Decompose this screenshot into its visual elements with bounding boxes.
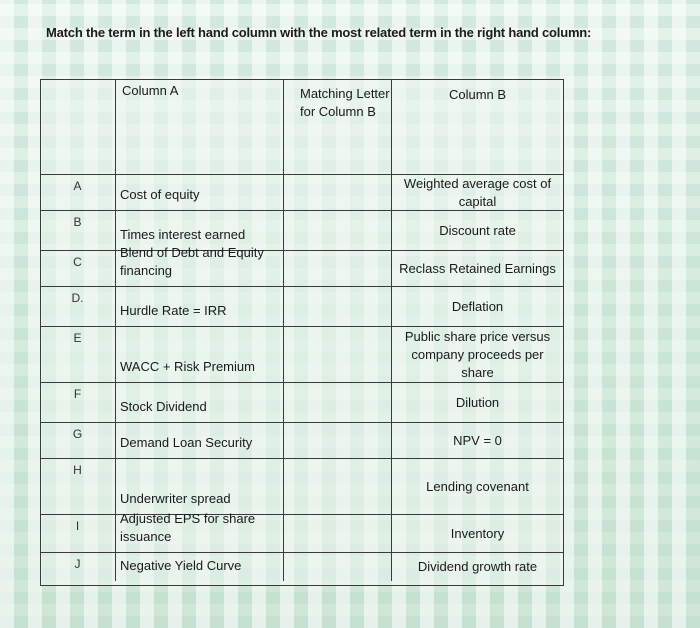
header-column-a: Column A [116,79,284,175]
term-a: Adjusted EPS for share issuance [116,515,284,553]
matching-letter-input[interactable] [284,459,392,515]
term-a: Cost of equity [116,175,284,211]
term-b: Deflation [392,287,563,327]
term-a: Times interest earned [116,211,284,251]
term-a: Negative Yield Curve [116,553,284,581]
header-column-b: Column B [392,79,563,175]
matching-letter-input[interactable] [284,553,392,581]
term-a: Underwriter spread [116,459,284,515]
row-letter: H [40,459,116,515]
row-letter: I [40,515,116,553]
row-letter: A [40,175,116,211]
term-b: Reclass Retained Earnings [392,251,563,287]
row-letter: E [40,327,116,383]
term-b: Discount rate [392,211,563,251]
matching-letter-input[interactable] [284,383,392,423]
matching-letter-input[interactable] [284,175,392,211]
term-b: Public share price versus company proceeds per share [392,327,563,383]
term-b: Dilution [392,383,563,423]
term-a: Blend of Debt and Equity financing [116,251,284,287]
term-b: NPV = 0 [392,423,563,459]
row-letter: G [40,423,116,459]
matching-letter-input[interactable] [284,211,392,251]
term-b: Dividend growth rate [417,559,538,574]
row-letter: J [40,553,116,581]
header-matching-letter: Matching Letter for Column B [284,79,392,175]
term-b: Inventory [392,515,563,553]
header-letter-cell [40,79,116,175]
row-letter: F [40,383,116,423]
term-b: Weighted average cost of capital [392,175,563,211]
matching-letter-input[interactable] [284,515,392,553]
instructions-text: Match the term in the left hand column with the most related term in the right hand column: [46,25,592,40]
term-a: WACC + Risk Premium [116,327,284,383]
matching-letter-input[interactable] [284,287,392,327]
term-a: Demand Loan Security [116,423,284,459]
row-letter: D. [40,287,116,327]
matching-table [40,79,563,585]
row-letter: C [40,251,116,287]
row-letter: B [40,211,116,251]
term-a: Stock Dividend [116,383,284,423]
term-a: Hurdle Rate = IRR [116,287,284,327]
matching-letter-input[interactable] [284,251,392,287]
matching-letter-input[interactable] [284,423,392,459]
matching-letter-input[interactable] [284,327,392,383]
term-b: Lending covenant [392,459,563,515]
